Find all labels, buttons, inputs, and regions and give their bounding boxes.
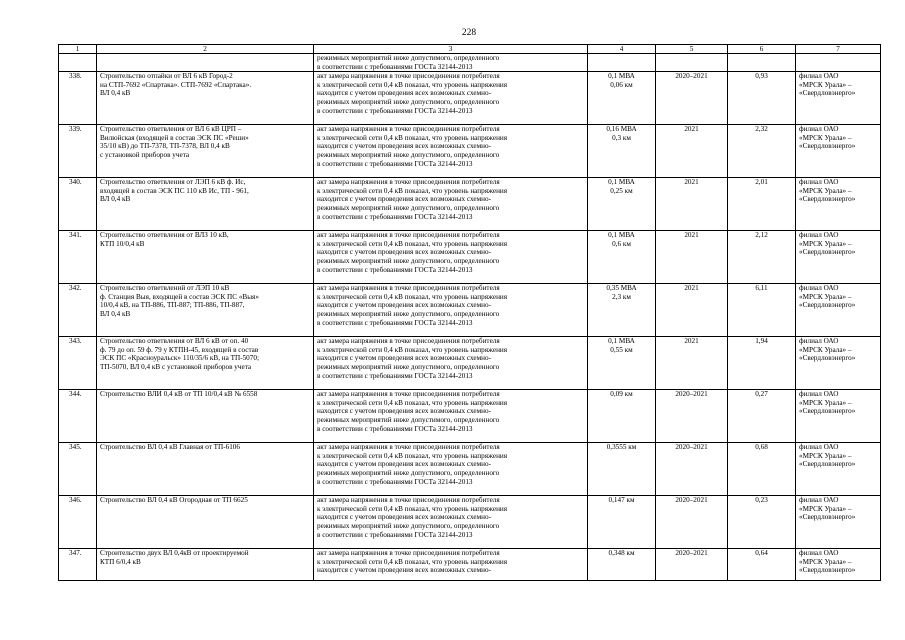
organization	[796, 284, 881, 337]
cell-line: к электрической сети 0,4 кВ показал, что уровень напряжения	[317, 80, 508, 89]
cell-line: режимных мероприятий ниже допустимого, определенного	[317, 203, 500, 212]
cell-line: «МРСК Урала» –	[799, 186, 852, 195]
cell-line: Строительство ответвления от ВЛ 6 кВ ЦРП –	[100, 125, 242, 134]
cell-line: Строительство ответвления от ВЛ 6 кВ от оп. 40	[100, 337, 249, 346]
cell-line: 0,1 МВА	[608, 337, 635, 346]
cell-line: 0,1 МВА	[608, 231, 635, 240]
row-number: 345.	[59, 443, 97, 496]
project-name	[97, 231, 314, 284]
cell-line: режимных мероприятий ниже допустимого, определенного	[317, 309, 500, 318]
cell-line: Строительство ВЛИ 0,4 кВ от ТП 10/0,4 кВ № 6558	[100, 390, 258, 399]
cell-line: «Свердловэнерго»	[799, 301, 856, 310]
project-name	[97, 337, 314, 390]
cell-line: филиал ОАО	[799, 443, 839, 452]
cell-line: филиал ОАО	[799, 125, 839, 134]
cell-line: в соответствии с требованиями ГОСТа 32144-2013	[317, 477, 473, 486]
cell-line: в соответствии с требованиями ГОСТа 32144-2013	[317, 62, 473, 71]
cell-line: Строительство ответвления от ВЛЗ 10 кВ,	[100, 231, 229, 240]
cell-line: филиал ОАО	[799, 72, 839, 81]
table-row	[59, 178, 881, 231]
cell-line: 0,1 МВА	[608, 178, 635, 187]
row-number: 346.	[59, 496, 97, 549]
cell-line: с установкой приборов учета	[100, 150, 190, 159]
cell-line: находится с учетом проведения всех возможных схемно-	[317, 407, 491, 416]
cell-line: 35/10 кВ) до ТП-7378, ТП-7378, ВЛ 0,4 кВ	[100, 142, 230, 151]
cell-line: к электрической сети 0,4 кВ показал, что уровень напряжения	[317, 451, 508, 460]
cell-line: филиал ОАО	[799, 496, 839, 505]
organization	[796, 443, 881, 496]
cell-line: в соответствии с требованиями ГОСТа 32144-2013	[317, 159, 473, 168]
capacity	[588, 443, 656, 496]
cell-line: «МРСК Урала» –	[799, 239, 852, 248]
cell-line: 0,3555 км	[606, 443, 637, 452]
table-row	[59, 443, 881, 496]
cost: 0,64	[728, 549, 796, 581]
justification	[314, 337, 588, 390]
capacity	[588, 390, 656, 443]
cell-line: к электрической сети 0,4 кВ показал, что уровень напряжения	[317, 292, 508, 301]
cell-line: 0,06 км	[610, 80, 633, 89]
cell-line: 0,09 км	[610, 390, 633, 399]
cell-line: 10/0,4 кВ, на ТП-886, ТП-887; ТП-886, ТП-887,	[100, 301, 245, 310]
cell-years	[656, 54, 728, 72]
cell-line: «Свердловэнерго»	[799, 513, 856, 522]
cell-line: режимных мероприятий ниже допустимого, определенного	[317, 150, 500, 159]
cell-line: «Свердловэнерго»	[799, 354, 856, 363]
implementation-years: 2021	[656, 125, 728, 178]
cell-line: Строительство ответвления от ЛЭП 6 кВ ф. Ис,	[100, 178, 246, 187]
table-row	[59, 549, 881, 581]
capacity	[588, 178, 656, 231]
cell-line: режимных мероприятий ниже допустимого, определенного	[317, 256, 500, 265]
cell-line: в соответствии с требованиями ГОСТа 32144-2013	[317, 106, 473, 115]
cell-line: к электрической сети 0,4 кВ показал, что уровень напряжения	[317, 186, 508, 195]
cell-line: акт замера напряжения в точке присоединения потребителя	[317, 496, 500, 505]
cell-line: акт замера напряжения в точке присоединения потребителя	[317, 443, 500, 452]
cell-line: ф. Станция Выя, входящей в состав ЭСК ПС «Выя»	[100, 292, 259, 301]
cell-line: «Свердловэнерго»	[799, 89, 856, 98]
cost: 0,68	[728, 443, 796, 496]
justification	[314, 390, 588, 443]
cell-line: 0,55 км	[610, 345, 633, 354]
table-row	[59, 125, 881, 178]
justification	[314, 443, 588, 496]
cell-line: «Свердловэнерго»	[799, 460, 856, 469]
cell-line: 0,6 км	[612, 239, 631, 248]
organization	[796, 125, 881, 178]
cell-line: филиал ОАО	[799, 549, 839, 558]
cell-line: КТП 6/0,4 кВ	[100, 557, 141, 566]
cell-name	[97, 54, 314, 72]
cell-line: находится с учетом проведения всех возможных схемно-	[317, 142, 491, 151]
cell-line: к электрической сети 0,4 кВ показал, что уровень напряжения	[317, 398, 508, 407]
cell-line: на СТП-7692 «Спартака». СТП-7692 «Спартака».	[100, 80, 252, 89]
cell-line: находится с учетом проведения всех возможных схемно-	[317, 354, 491, 363]
row-number: 343.	[59, 337, 97, 390]
cell-line: Строительство ВЛ 0,4 кВ Огородная от ТП 6625	[100, 496, 248, 505]
cost: 0,23	[728, 496, 796, 549]
cell-line: режимных мероприятий ниже допустимого, определенного	[317, 54, 500, 62]
cell-line: к электрической сети 0,4 кВ показал, что уровень напряжения	[317, 557, 508, 566]
cell-line: 0,1 МВА	[608, 72, 635, 81]
capacity	[588, 496, 656, 549]
cell-line: Вилюйская (входящей в состав ЭСК ПС «Реши»	[100, 133, 249, 142]
cell-line: «МРСК Урала» –	[799, 451, 852, 460]
cell-line: ВЛ 0,4 кВ	[100, 195, 131, 204]
cost: 2,12	[728, 231, 796, 284]
capacity	[588, 72, 656, 125]
implementation-years: 2020–2021	[656, 390, 728, 443]
organization	[796, 496, 881, 549]
row-number: 344.	[59, 390, 97, 443]
cell-line: акт замера напряжения в точке присоединения потребителя	[317, 72, 500, 81]
project-name	[97, 125, 314, 178]
header-cell: 6	[728, 45, 796, 54]
justification	[314, 284, 588, 337]
justification	[314, 72, 588, 125]
implementation-years: 2020–2021	[656, 443, 728, 496]
header-cell: 2	[97, 45, 314, 54]
justification	[314, 231, 588, 284]
cell-line: 0,35 МВА	[606, 284, 637, 293]
cell-line: ф. 79 до оп. 59 ф. 79 у КТПН-45, входящей в состав	[100, 345, 259, 354]
organization	[796, 231, 881, 284]
cell-line: в соответствии с требованиями ГОСТа 32144-2013	[317, 212, 473, 221]
cost: 2,32	[728, 125, 796, 178]
cell-line: филиал ОАО	[799, 178, 839, 187]
table-body	[59, 45, 881, 581]
row-number: 341.	[59, 231, 97, 284]
capacity	[588, 125, 656, 178]
header-cell: 4	[588, 45, 656, 54]
cell-line: входящей в состав ЭСК ПС 110 кВ Ис, ТП - 961,	[100, 186, 249, 195]
cell-line: филиал ОАО	[799, 284, 839, 293]
cell-number	[59, 54, 97, 72]
cell-line: 0,25 км	[610, 186, 633, 195]
cell-line: филиал ОАО	[799, 231, 839, 240]
capacity	[588, 549, 656, 581]
header-cell: 3	[314, 45, 588, 54]
row-number: 340.	[59, 178, 97, 231]
cell-line: ТП-5070, ВЛ 0,4 кВ с установкой приборов учета	[100, 362, 252, 371]
cell-line: 0,3 км	[612, 133, 631, 142]
cell-line: «Свердловэнерго»	[799, 195, 856, 204]
cell-line: режимных мероприятий ниже допустимого, определенного	[317, 521, 500, 530]
cell-line: «Свердловэнерго»	[799, 566, 856, 575]
header-cell: 1	[59, 45, 97, 54]
organization	[796, 549, 881, 581]
cost: 6,11	[728, 284, 796, 337]
cell-line: к электрической сети 0,4 кВ показал, что уровень напряжения	[317, 133, 508, 142]
cell-line: находится с учетом проведения всех возможных схемно-	[317, 195, 491, 204]
cell-line: находится с учетом проведения всех возможных схемно-	[317, 89, 491, 98]
cell-line: «МРСК Урала» –	[799, 133, 852, 142]
cell-line: «МРСК Урала» –	[799, 292, 852, 301]
implementation-years: 2020–2021	[656, 496, 728, 549]
organization	[796, 72, 881, 125]
table-header-row	[59, 45, 881, 54]
cell-line: акт замера напряжения в точке присоединения потребителя	[317, 125, 500, 134]
organization	[796, 337, 881, 390]
implementation-years: 2020–2021	[656, 72, 728, 125]
cost: 0,93	[728, 72, 796, 125]
row-number: 342.	[59, 284, 97, 337]
cell-line: Строительство ВЛ 0,4 кВ Главная от ТП-6106	[100, 443, 240, 452]
cell-line: «МРСК Урала» –	[799, 398, 852, 407]
cell-line: акт замера напряжения в точке присоединения потребителя	[317, 337, 500, 346]
cell-line: КТП 10/0,4 кВ	[100, 239, 145, 248]
cell-line: находится с учетом проведения всех возможных схемно-	[317, 513, 491, 522]
cell-line: режимных мероприятий ниже допустимого, определенного	[317, 97, 500, 106]
cell-line: ВЛ 0,4 кВ	[100, 89, 131, 98]
project-name	[97, 496, 314, 549]
cell-line: 0,348 км	[608, 549, 635, 558]
project-name	[97, 390, 314, 443]
cell-line: к электрической сети 0,4 кВ показал, что уровень напряжения	[317, 345, 508, 354]
implementation-years: 2021	[656, 178, 728, 231]
cost: 0,27	[728, 390, 796, 443]
cell-line: 0,16 МВА	[606, 125, 637, 134]
project-name	[97, 443, 314, 496]
capacity	[588, 284, 656, 337]
table-row	[59, 337, 881, 390]
cell-line: режимных мероприятий ниже допустимого, определенного	[317, 415, 500, 424]
cell-line: 0,147 км	[608, 496, 635, 505]
implementation-years: 2021	[656, 337, 728, 390]
row-number: 339.	[59, 125, 97, 178]
cell-line: ВЛ 0,4 кВ	[100, 309, 131, 318]
page-number: 228	[461, 28, 477, 38]
projects-table	[58, 44, 881, 581]
table-row	[59, 284, 881, 337]
cell-line: в соответствии с требованиями ГОСТа 32144-2013	[317, 265, 473, 274]
implementation-years: 2021	[656, 284, 728, 337]
cell-line: «МРСК Урала» –	[799, 345, 852, 354]
cell-line: акт замера напряжения в точке присоединения потребителя	[317, 178, 500, 187]
cell-line: ЭСК ПС «Красноуральск» 110/35/6 кВ, на ТП-5070;	[100, 354, 259, 363]
cell-line: в соответствии с требованиями ГОСТа 32144-2013	[317, 371, 473, 380]
cell-line: находится с учетом проведения всех возможных схемно-	[317, 460, 491, 469]
row-number: 338.	[59, 72, 97, 125]
project-name	[97, 549, 314, 581]
project-name	[97, 72, 314, 125]
header-cell: 5	[656, 45, 728, 54]
capacity	[588, 337, 656, 390]
cell-line: «Свердловэнерго»	[799, 248, 856, 257]
cell-line: 2,3 км	[612, 292, 631, 301]
cell-line: находится с учетом проведения всех возможных схемно-	[317, 301, 491, 310]
justification	[314, 496, 588, 549]
table-row	[59, 390, 881, 443]
header-cell: 7	[796, 45, 881, 54]
cell-line: «Свердловэнерго»	[799, 407, 856, 416]
justification	[314, 178, 588, 231]
cell-line: «Свердловэнерго»	[799, 142, 856, 151]
cell-line: «МРСК Урала» –	[799, 80, 852, 89]
implementation-years: 2021	[656, 231, 728, 284]
organization	[796, 390, 881, 443]
organization	[796, 178, 881, 231]
cell-line: филиал ОАО	[799, 337, 839, 346]
cell-line: Строительство двух ВЛ 0,4кВ от проектируемой	[100, 549, 249, 558]
cell-line: находится с учетом проведения всех возможных схемно-	[317, 248, 491, 257]
project-name	[97, 284, 314, 337]
cell-line: режимных мероприятий ниже допустимого, определенного	[317, 468, 500, 477]
cell-organization	[796, 54, 881, 72]
cell-line: находится с учетом проведения всех возможных схемно-	[317, 566, 491, 575]
cell-line: режимных мероприятий ниже допустимого, определенного	[317, 362, 500, 371]
cell-line: филиал ОАО	[799, 390, 839, 399]
cell-line: акт замера напряжения в точке присоединения потребителя	[317, 390, 500, 399]
capacity	[588, 231, 656, 284]
cell-line: в соответствии с требованиями ГОСТа 32144-2013	[317, 530, 473, 539]
continuation-row	[59, 54, 881, 72]
justification	[314, 549, 588, 581]
table-row	[59, 231, 881, 284]
project-name	[97, 178, 314, 231]
cell-line: Строительство ответвлений от ЛЭП 10 кВ	[100, 284, 230, 293]
cell-line: Строительство отпайки от ВЛ 6 кВ Город-2	[100, 72, 233, 81]
cell-capacity	[588, 54, 656, 72]
row-number: 347.	[59, 549, 97, 581]
cell-line: в соответствии с требованиями ГОСТа 32144-2013	[317, 424, 473, 433]
cell-line: к электрической сети 0,4 кВ показал, что уровень напряжения	[317, 504, 508, 513]
table-row	[59, 496, 881, 549]
cost: 2,01	[728, 178, 796, 231]
cell-cost	[728, 54, 796, 72]
cell-line: акт замера напряжения в точке присоединения потребителя	[317, 231, 500, 240]
justification	[314, 125, 588, 178]
cell-reason	[314, 54, 588, 72]
cost: 1,94	[728, 337, 796, 390]
table-row	[59, 72, 881, 125]
cell-line: «МРСК Урала» –	[799, 557, 852, 566]
cell-line: акт замера напряжения в точке присоединения потребителя	[317, 284, 500, 293]
cell-line: «МРСК Урала» –	[799, 504, 852, 513]
implementation-years: 2020–2021	[656, 549, 728, 581]
cell-line: акт замера напряжения в точке присоединения потребителя	[317, 549, 500, 558]
cell-line: в соответствии с требованиями ГОСТа 32144-2013	[317, 318, 473, 327]
cell-line: к электрической сети 0,4 кВ показал, что уровень напряжения	[317, 239, 508, 248]
